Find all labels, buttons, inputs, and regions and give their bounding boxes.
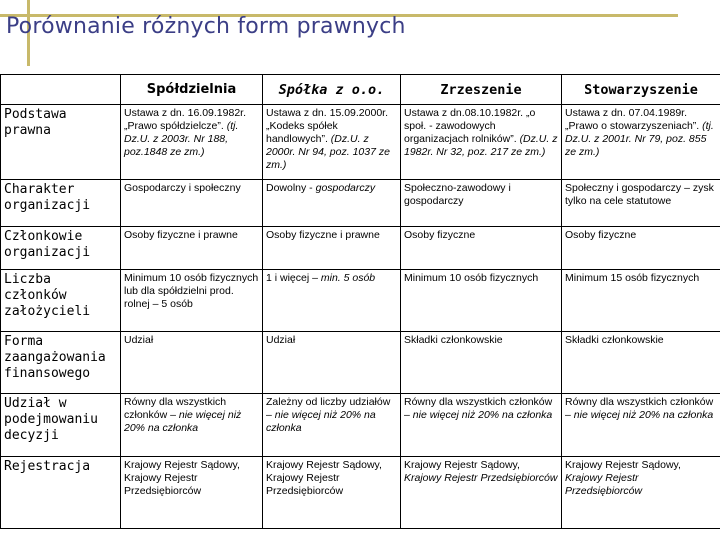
cell-text-italic: (tj. Dz.U. z 2001r. Nr 79, poz. 855 ze zm.) [565, 120, 714, 158]
table-row [1, 457, 720, 529]
cell-text: Minimum 10 osób fizycznych [404, 272, 539, 284]
cell-text: Zależny od liczby udziałów – [266, 396, 391, 421]
cell-text-italic: gospodarczy [315, 182, 376, 194]
cell-text-italic: (Dz.U. z 2000r. Nr 94, poz. 1037 ze zm.) [266, 133, 390, 171]
cell-text-italic: Krajowy Rejestr Przedsiębiorców [404, 472, 558, 484]
cell-text-italic: Krajowy Rejestr Przedsiębiorców [565, 472, 643, 497]
table-cell [121, 457, 263, 529]
header-cell-spolka: Spółka z o.o. [263, 75, 401, 105]
row-label: Podstawa prawna [1, 105, 121, 180]
header-cell-spoldzielnia: Spółdzielnia [121, 75, 263, 105]
cell-text: Krajowy Rejestr Sądowy, Krajowy Rejestr Przedsiębiorców [124, 459, 240, 497]
table-row [1, 105, 720, 180]
table-cell [401, 180, 562, 227]
table-cell [263, 270, 401, 332]
cell-text: Osoby fizyczne i prawne [124, 229, 238, 241]
table-cell [263, 105, 401, 180]
row-label: Liczba członków założycieli [1, 270, 121, 332]
table-cell [263, 332, 401, 394]
table-cell [121, 180, 263, 227]
header-cell-empty [1, 75, 121, 105]
cell-text: Ustawa z dn. 07.04.1989r. „Prawo o stowarzyszeniach”. [565, 107, 703, 132]
cell-text: Społeczny i gospodarczy – zysk tylko na cele statutowe [565, 182, 714, 207]
table-cell [121, 270, 263, 332]
table-cell [263, 457, 401, 529]
cell-text: 1 i więcej – [266, 272, 321, 284]
cell-text: Równy dla wszystkich członków – [124, 396, 227, 421]
table-cell [562, 180, 720, 227]
cell-text: Osoby fizyczne [404, 229, 476, 241]
table-cell [401, 457, 562, 529]
cell-text-italic: min. 5 osób [320, 272, 376, 284]
cell-text: Udział [124, 334, 154, 346]
cell-text: Minimum 10 osób fizycznych lub dla spółdzielni prod. rolnej – 5 osób [124, 272, 259, 310]
table-row [1, 394, 720, 457]
table-cell [121, 227, 263, 270]
table-row [1, 227, 720, 270]
table-row [1, 270, 720, 332]
cell-text: Ustawa z dn. 15.09.2000r. „Kodeks spółek handlowych”. [266, 107, 388, 145]
cell-text: Dowolny - [266, 182, 316, 194]
cell-text: Społeczno-zawodowy i gospodarczy [404, 182, 511, 207]
cell-text-italic: nie więcej niż 20% na członka [124, 409, 242, 434]
cell-text: Udział [266, 334, 296, 346]
comparison-table [0, 74, 720, 529]
table-row [1, 180, 720, 227]
row-label: Forma zaangażowania finansowego [1, 332, 121, 394]
row-label: Rejestracja [1, 457, 121, 529]
table-cell [562, 270, 720, 332]
cell-text: Składki członkowskie [404, 334, 503, 346]
table-cell [121, 394, 263, 457]
row-label: Udział w podejmowaniu decyzji [1, 394, 121, 457]
table-row [1, 332, 720, 394]
cell-text-italic: (tj. Dz.U. z 2003r. Nr 188, poz.1848 ze zm.) [124, 120, 239, 158]
cell-text-italic: nie więcej niż 20% na członka [412, 409, 553, 421]
cell-text: Krajowy Rejestr Sądowy, Krajowy Rejestr Przedsiębiorców [266, 459, 382, 497]
table-cell [121, 332, 263, 394]
table-cell [562, 227, 720, 270]
cell-text: Składki członkowskie [565, 334, 664, 346]
cell-text: Krajowy Rejestr Sądowy, [404, 459, 520, 471]
table-cell [401, 332, 562, 394]
row-label: Charakter organizacji [1, 180, 121, 227]
table-cell [401, 105, 562, 180]
cell-text: Osoby fizyczne i prawne [266, 229, 380, 241]
table-cell [562, 394, 720, 457]
table-cell [263, 180, 401, 227]
cell-text-italic: nie więcej niż 20% na członka [266, 409, 376, 434]
cell-text: Równy dla wszystkich członków – [565, 396, 714, 421]
header-cell-stowarzyszenie: Stowarzyszenie [562, 75, 720, 105]
table-cell [562, 105, 720, 180]
cell-text: Równy dla wszystkich członków – [404, 396, 553, 421]
cell-text: Osoby fizyczne [565, 229, 637, 241]
cell-text-italic: (Dz.U. z 1982r. Nr 32, poz. 217 ze zm.) [404, 133, 558, 158]
table-cell [263, 227, 401, 270]
table-cell [401, 270, 562, 332]
row-label: Członkowie organizacji [1, 227, 121, 270]
table-cell [263, 394, 401, 457]
cell-text: Krajowy Rejestr Sądowy, [565, 459, 681, 471]
table-cell [562, 332, 720, 394]
table-cell [562, 457, 720, 529]
page-title: Porównanie różnych form prawnych [6, 14, 406, 39]
table-header-row [1, 75, 720, 105]
cell-text-italic: nie więcej niż 20% na członka [573, 409, 714, 421]
cell-text: Ustawa z dn.08.10.1982r. „o społ. - zawodowych organizacjach rolników”. [404, 107, 536, 145]
cell-text: Gospodarczy i społeczny [124, 182, 241, 194]
table-cell [121, 105, 263, 180]
header-cell-zrzeszenie: Zrzeszenie [401, 75, 562, 105]
table-cell [401, 227, 562, 270]
table-cell [401, 394, 562, 457]
cell-text: Minimum 15 osób fizycznych [565, 272, 700, 284]
cell-text: Ustawa z dn. 16.09.1982r. „Prawo spółdzielcze”. [124, 107, 246, 132]
